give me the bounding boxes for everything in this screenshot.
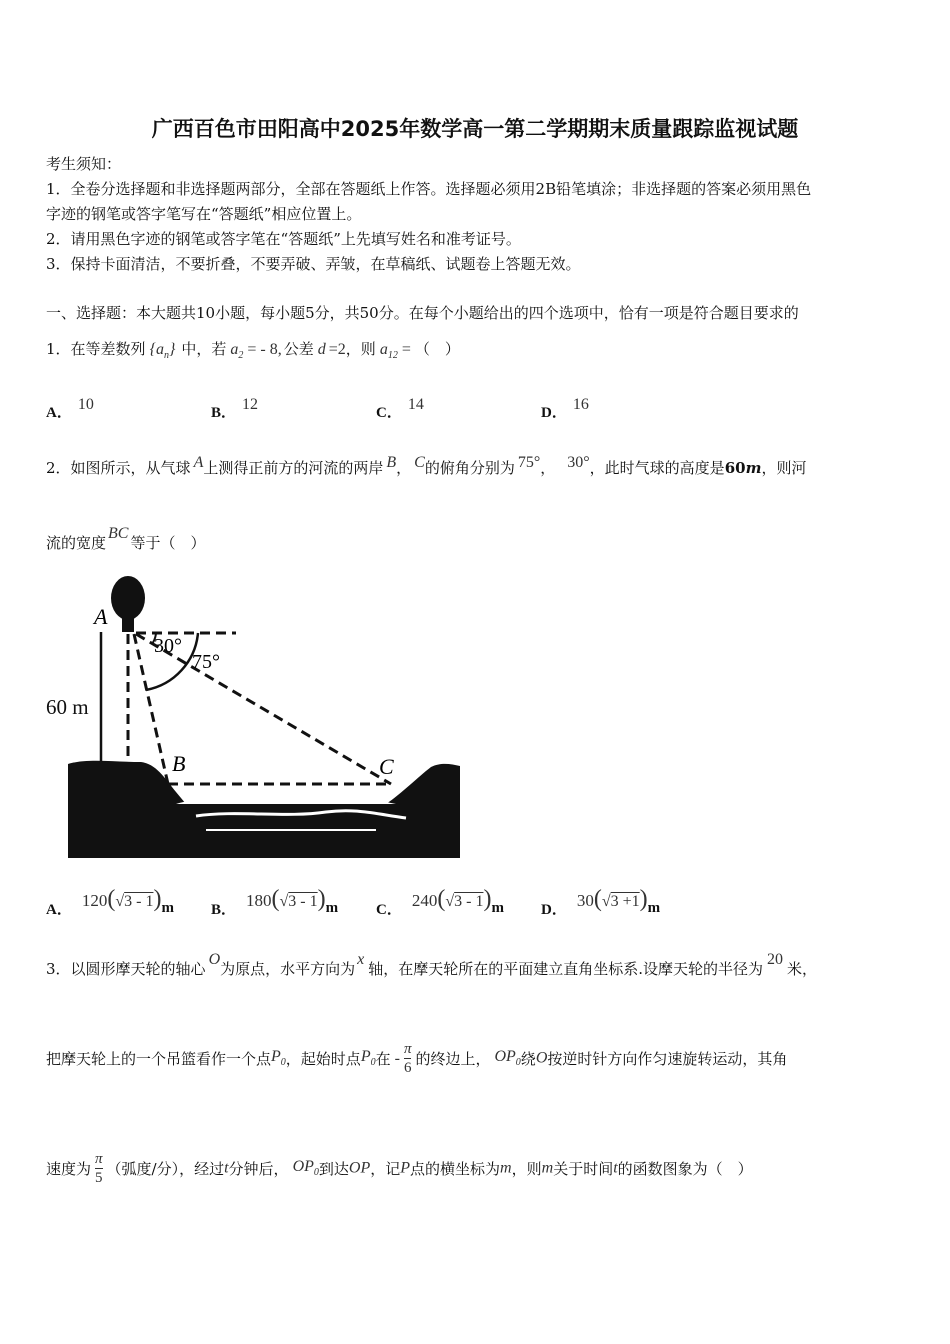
riverbank-ground	[68, 761, 460, 858]
balloon	[111, 576, 145, 620]
notice-item-3: 3．保持卡面清洁，不要折叠，不要弄破、弄皱，在草稿纸、试题卷上答题无效。	[46, 255, 581, 273]
notice-item-1: 1．全卷分选择题和非选择题两部分，全部在答题纸上作答。选择题必须用2B铅笔填涂；非选择题的答案必须用黑色	[46, 180, 812, 198]
q1-option-b[interactable]: B． 12	[211, 396, 259, 421]
label-c: C	[379, 754, 394, 779]
question-3-line-3: 速度为 $\frac{\pi}{5}$ （弧度/分），经过t分钟后， $OP_0$到达OP，记P点的横坐标为m，则m关于时间t的函数图象为（ ）	[46, 1151, 753, 1186]
notice-item-2: 2．请用黑色字迹的钢笔或答字笔在“答题纸”上先填写姓名和准考证号。	[46, 230, 521, 248]
question-2-cont: 流的宽度BC等于（ ）	[46, 525, 206, 552]
section-heading: 一、选择题：本大题共10小题，每小题5分，共50分。在每个小题给出的四个选项中，恰有一项是符合题目要求的	[46, 304, 799, 322]
q2-option-a[interactable]: A． 120(√3 - 1)m	[46, 886, 174, 918]
q1-option-c[interactable]: C． 14	[376, 396, 424, 421]
label-angle-30: 30°	[154, 635, 182, 657]
notice-heading: 考生须知：	[46, 155, 122, 173]
river-surface	[176, 797, 396, 804]
question-2: 2．如图所示，从气球 A上测得正前方的河流的两岸 B， C的俯角分别为 75°， 30°，此时气球的高度是60m，则河	[46, 454, 807, 477]
label-angle-75: 75°	[192, 651, 220, 673]
fraction-pi-6: $\frac{\pi}{6}$	[403, 1041, 412, 1076]
notice-item-1-cont: 字迹的钢笔或答字笔写在“答题纸”相应位置上。	[46, 205, 362, 223]
fraction-pi-5: $\frac{\pi}{5}$	[95, 1151, 103, 1186]
label-height: 60 m	[46, 695, 89, 719]
label-a: A	[94, 604, 108, 629]
question-3: 3．以圆形摩天轮的轴心O为原点，水平方向为x轴，在摩天轮所在的平面建立直角坐标系.设摩天轮的半径为20米，	[46, 951, 818, 978]
balloon-river-figure	[46, 572, 466, 868]
question-number: 1．	[46, 340, 71, 358]
q1-option-a[interactable]: A． 10	[46, 396, 94, 421]
q2-option-d[interactable]: D． 30(√3 +1)m	[541, 886, 661, 918]
balloon-basket	[122, 616, 134, 632]
q1-option-d[interactable]: D． 16	[541, 396, 589, 421]
q2-option-b[interactable]: B． 180(√3 - 1)m	[211, 886, 339, 918]
question-1: 1．在等差数列 $\{a_n\}$ 中，若 $a_2$ = - 8, 公差 d =2，则 $a_{12}$ = （ ）	[46, 340, 460, 362]
q2-option-c[interactable]: C． 240(√3 - 1)m	[376, 886, 504, 918]
question-3-line-2: 把摩天轮上的一个吊篮看作一个点$P_0$，起始时点$P_0$在 - $\frac{\pi}{6}$ 的终边上， $OP_0$绕O按逆时针方向作匀速旋转运动，其角	[46, 1041, 788, 1076]
page-title: 广西百色市田阳高中2025年数学高一第二学期期末质量跟踪监视试题	[151, 117, 799, 141]
question-number: 3．	[46, 960, 71, 978]
question-number: 2．	[46, 459, 71, 477]
label-b: B	[172, 751, 186, 776]
